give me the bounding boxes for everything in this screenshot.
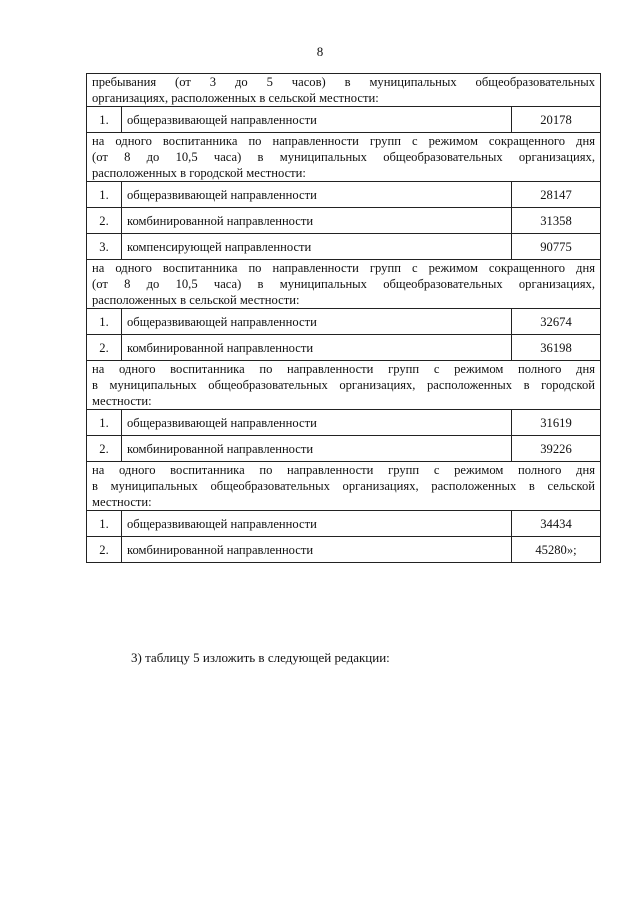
row-number: 2. (87, 208, 122, 234)
table-row (87, 107, 601, 133)
table-body (87, 74, 601, 563)
row-name: общеразвивающей направленности (122, 107, 512, 133)
table-row (87, 436, 601, 462)
row-value: 31358 (512, 208, 601, 234)
table-row (87, 537, 601, 563)
row-name: общеразвивающей направленности (122, 182, 512, 208)
row-name: комбинированной направленности (122, 537, 512, 563)
row-number: 1. (87, 511, 122, 537)
footer-paragraph: 3) таблицу 5 изложить в следующей редакции: (131, 650, 390, 665)
section-header-line: в муниципальных общеобразовательных организациях, расположенных в сельской (92, 479, 595, 493)
table-row (87, 410, 601, 436)
row-name: комбинированной направленности (122, 208, 512, 234)
row-number: 1. (87, 182, 122, 208)
table-row (87, 234, 601, 260)
section-header (87, 74, 601, 107)
section-header-line: (от 8 до 10,5 часа) в муниципальных общеобразовательных организациях, (92, 277, 595, 291)
row-value: 45280»; (512, 537, 601, 563)
section-header (87, 361, 601, 410)
section-header-line: расположенных в сельской местности: (92, 293, 300, 307)
section-header-line: на одного воспитанника по направленности групп с режимом полного дня (92, 362, 595, 376)
section-header-line: в муниципальных общеобразовательных организациях, расположенных в городской (92, 378, 595, 392)
row-name: комбинированной направленности (122, 335, 512, 361)
table-row (87, 208, 601, 234)
section-header-row (87, 133, 601, 182)
section-header-line: местности: (92, 394, 152, 408)
section-header-line: пребывания (от 3 до 5 часов) в муниципальных общеобразовательных (92, 75, 595, 89)
row-number: 1. (87, 309, 122, 335)
row-name: комбинированной направленности (122, 436, 512, 462)
table-row (87, 335, 601, 361)
section-header-line: (от 8 до 10,5 часа) в муниципальных общеобразовательных организациях, (92, 150, 595, 164)
section-header-line: местности: (92, 495, 152, 509)
section-header-row (87, 74, 601, 107)
row-value: 34434 (512, 511, 601, 537)
section-header-line: на одного воспитанника по направленности групп с режимом сокращенного дня (92, 261, 595, 275)
section-header (87, 133, 601, 182)
table-row (87, 182, 601, 208)
table-row (87, 309, 601, 335)
row-name: общеразвивающей направленности (122, 410, 512, 436)
section-header-row (87, 361, 601, 410)
row-number: 3. (87, 234, 122, 260)
table-row (87, 511, 601, 537)
section-header-line: организациях, расположенных в сельской местности: (92, 91, 379, 105)
row-number: 2. (87, 436, 122, 462)
section-header-row (87, 462, 601, 511)
row-value: 32674 (512, 309, 601, 335)
row-number: 1. (87, 107, 122, 133)
row-value: 36198 (512, 335, 601, 361)
row-name: общеразвивающей направленности (122, 511, 512, 537)
section-header (87, 260, 601, 309)
row-value: 90775 (512, 234, 601, 260)
section-header-line: на одного воспитанника по направленности групп с режимом полного дня (92, 463, 595, 477)
section-header (87, 462, 601, 511)
row-name: общеразвивающей направленности (122, 309, 512, 335)
section-header-line: расположенных в городской местности: (92, 166, 306, 180)
row-value: 28147 (512, 182, 601, 208)
section-header-line: на одного воспитанника по направленности групп с режимом сокращенного дня (92, 134, 595, 148)
row-value: 31619 (512, 410, 601, 436)
row-value: 39226 (512, 436, 601, 462)
row-number: 1. (87, 410, 122, 436)
row-name: компенсирующей направленности (122, 234, 512, 260)
row-number: 2. (87, 335, 122, 361)
row-number: 2. (87, 537, 122, 563)
section-header-row (87, 260, 601, 309)
tariff-table (86, 73, 601, 563)
page-number: 8 (316, 44, 324, 59)
row-value: 20178 (512, 107, 601, 133)
